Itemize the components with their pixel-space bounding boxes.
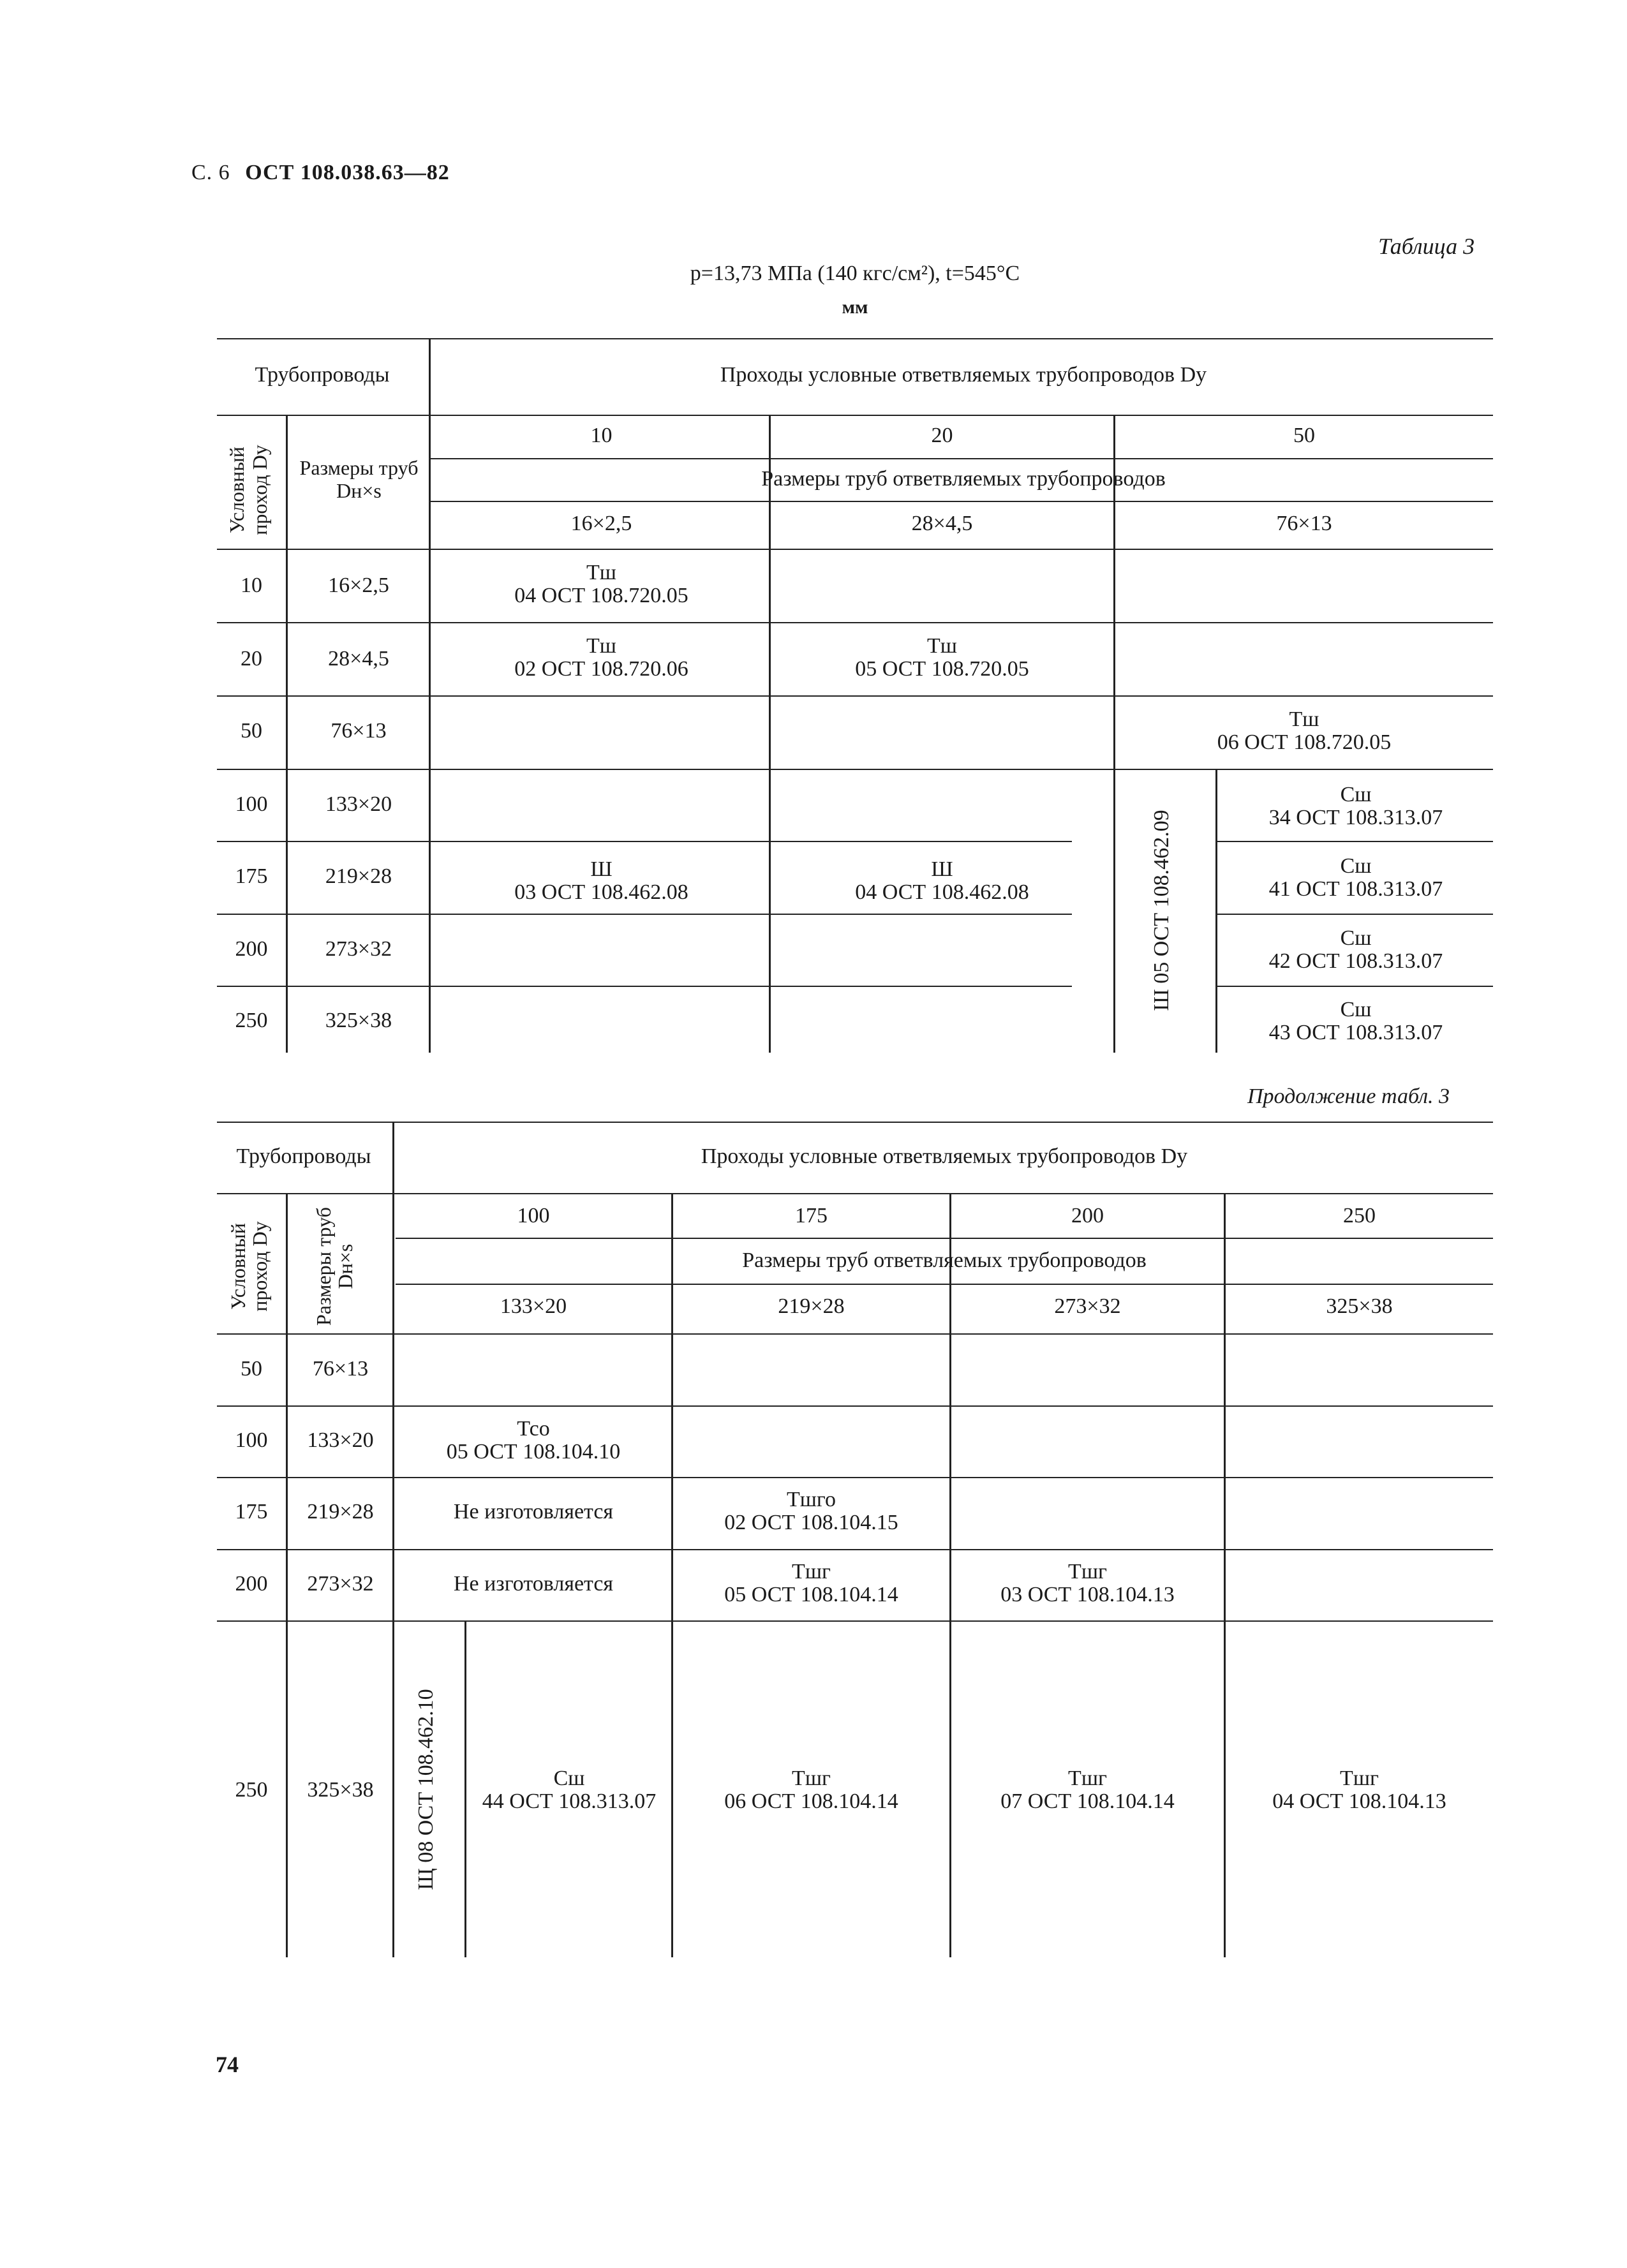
col-branch-dy-header: Проходы условные ответвляемых трубопроводов Dу bbox=[720, 363, 1207, 387]
row-dy: 10 bbox=[241, 574, 262, 597]
table-caption: Таблица 3 bbox=[1378, 233, 1475, 259]
table-condition: p=13,73 МПа (140 кгс/см²), t=545°С bbox=[690, 262, 1020, 285]
row-size: 219×28 bbox=[325, 864, 392, 888]
table-continuation-caption: Продолжение табл. 3 bbox=[1247, 1085, 1450, 1108]
col-pipelines-header: Трубопроводы bbox=[255, 363, 390, 387]
branch-dy-50: 50 bbox=[1293, 424, 1315, 447]
branch-size-219: 219×28 bbox=[778, 1294, 845, 1318]
cell-designation: Ш 04 ОСТ 108.462.08 bbox=[855, 857, 1029, 904]
row-size: 133×20 bbox=[307, 1428, 374, 1452]
branch-size-325: 325×38 bbox=[1326, 1294, 1393, 1318]
branch-size-76: 76×13 bbox=[1276, 512, 1332, 535]
cell-designation-rotated: Щ 08 ОСТ 108.462.10 bbox=[414, 1689, 438, 1890]
row-dy: 100 bbox=[235, 792, 268, 816]
row-dy: 175 bbox=[235, 1500, 268, 1523]
branch-dy-250: 250 bbox=[1343, 1204, 1376, 1227]
branch-size-28: 28×4,5 bbox=[911, 512, 973, 535]
cell-designation-rotated: Ш 05 ОСТ 108.462.09 bbox=[1150, 810, 1173, 1011]
row-dy: 50 bbox=[241, 1357, 262, 1381]
branch-dy-100: 100 bbox=[517, 1204, 550, 1227]
cell-designation: Сш 42 ОСТ 108.313.07 bbox=[1268, 926, 1443, 973]
row-size: 16×2,5 bbox=[328, 574, 389, 597]
page-ref: С. 6 bbox=[191, 161, 230, 184]
cell-designation: Тсо 05 ОСТ 108.104.10 bbox=[446, 1417, 621, 1464]
cell-designation: Тшго 02 ОСТ 108.104.15 bbox=[724, 1488, 898, 1534]
branch-sizes-label: Размеры труб ответвляемых трубопроводов bbox=[761, 467, 1166, 491]
rot-dy-label: Условный проход Dу bbox=[227, 1221, 271, 1312]
cell-designation: Тш 05 ОСТ 108.720.05 bbox=[855, 634, 1029, 681]
cell-designation: Тш 04 ОСТ 108.720.05 bbox=[514, 561, 688, 607]
cell-designation: Тшг 06 ОСТ 108.104.14 bbox=[724, 1767, 898, 1813]
cell-designation: Тшг 05 ОСТ 108.104.14 bbox=[724, 1560, 898, 1606]
branch-dy-10: 10 bbox=[590, 424, 613, 447]
row-dy: 250 bbox=[235, 1778, 268, 1802]
cell-designation: Сш 44 ОСТ 108.313.07 bbox=[482, 1767, 657, 1813]
cell-designation: Сш 34 ОСТ 108.313.07 bbox=[1268, 783, 1443, 829]
cell-designation: Тшг 07 ОСТ 108.104.14 bbox=[1000, 1767, 1175, 1813]
cell-designation: Тшг 04 ОСТ 108.104.13 bbox=[1272, 1767, 1446, 1813]
col-pipelines-header: Трубопроводы bbox=[236, 1145, 371, 1168]
col-branch-dy-header: Проходы условные ответвляемых трубопроводов Dу bbox=[701, 1145, 1188, 1168]
branch-dy-20: 20 bbox=[931, 424, 953, 447]
row-size: 28×4,5 bbox=[328, 647, 389, 671]
branch-size-273: 273×32 bbox=[1054, 1294, 1121, 1318]
page-header bbox=[191, 161, 450, 185]
row-size: 76×13 bbox=[331, 719, 387, 743]
row-dy: 20 bbox=[241, 647, 262, 671]
sizes-label: Размеры труб Dн×s bbox=[299, 456, 419, 502]
row-dy: 50 bbox=[241, 719, 262, 743]
cell-not-made: Не изготовляется bbox=[453, 1572, 614, 1596]
row-dy: 175 bbox=[235, 864, 268, 888]
row-size: 76×13 bbox=[312, 1357, 369, 1381]
cell-designation: Тш 02 ОСТ 108.720.06 bbox=[514, 634, 688, 681]
cell-not-made: Не изготовляется bbox=[453, 1500, 614, 1523]
cell-designation: Сш 41 ОСТ 108.313.07 bbox=[1268, 854, 1443, 901]
standard-number: ОСТ 108.038.63—82 bbox=[245, 161, 450, 184]
branch-size-16: 16×2,5 bbox=[570, 512, 632, 535]
row-size: 219×28 bbox=[307, 1500, 374, 1523]
row-size: 133×20 bbox=[325, 792, 392, 816]
row-size: 325×38 bbox=[307, 1778, 374, 1802]
row-size: 325×38 bbox=[325, 1009, 392, 1032]
cell-designation: Ш 03 ОСТ 108.462.08 bbox=[514, 857, 688, 904]
row-size: 273×32 bbox=[307, 1572, 374, 1596]
cell-designation: Тшг 03 ОСТ 108.104.13 bbox=[1000, 1560, 1175, 1606]
page-number: 74 bbox=[216, 2052, 239, 2077]
table-unit: мм bbox=[842, 297, 868, 318]
row-dy: 250 bbox=[235, 1009, 268, 1032]
branch-size-133: 133×20 bbox=[500, 1294, 567, 1318]
branch-sizes-label: Размеры труб ответвляемых трубопроводов bbox=[742, 1249, 1147, 1272]
row-dy: 200 bbox=[235, 1572, 268, 1596]
cell-designation: Тш 06 ОСТ 108.720.05 bbox=[1217, 708, 1392, 754]
row-size: 273×32 bbox=[325, 937, 392, 961]
cell-designation: Сш 43 ОСТ 108.313.07 bbox=[1268, 998, 1443, 1044]
rot-sizes-label: Размеры труб Dн×s bbox=[312, 1207, 357, 1326]
branch-dy-175: 175 bbox=[795, 1204, 828, 1227]
row-dy: 200 bbox=[235, 937, 268, 961]
rot-dy-label: Условный проход Dу bbox=[225, 445, 271, 535]
row-dy: 100 bbox=[235, 1428, 268, 1452]
branch-dy-200: 200 bbox=[1071, 1204, 1104, 1227]
